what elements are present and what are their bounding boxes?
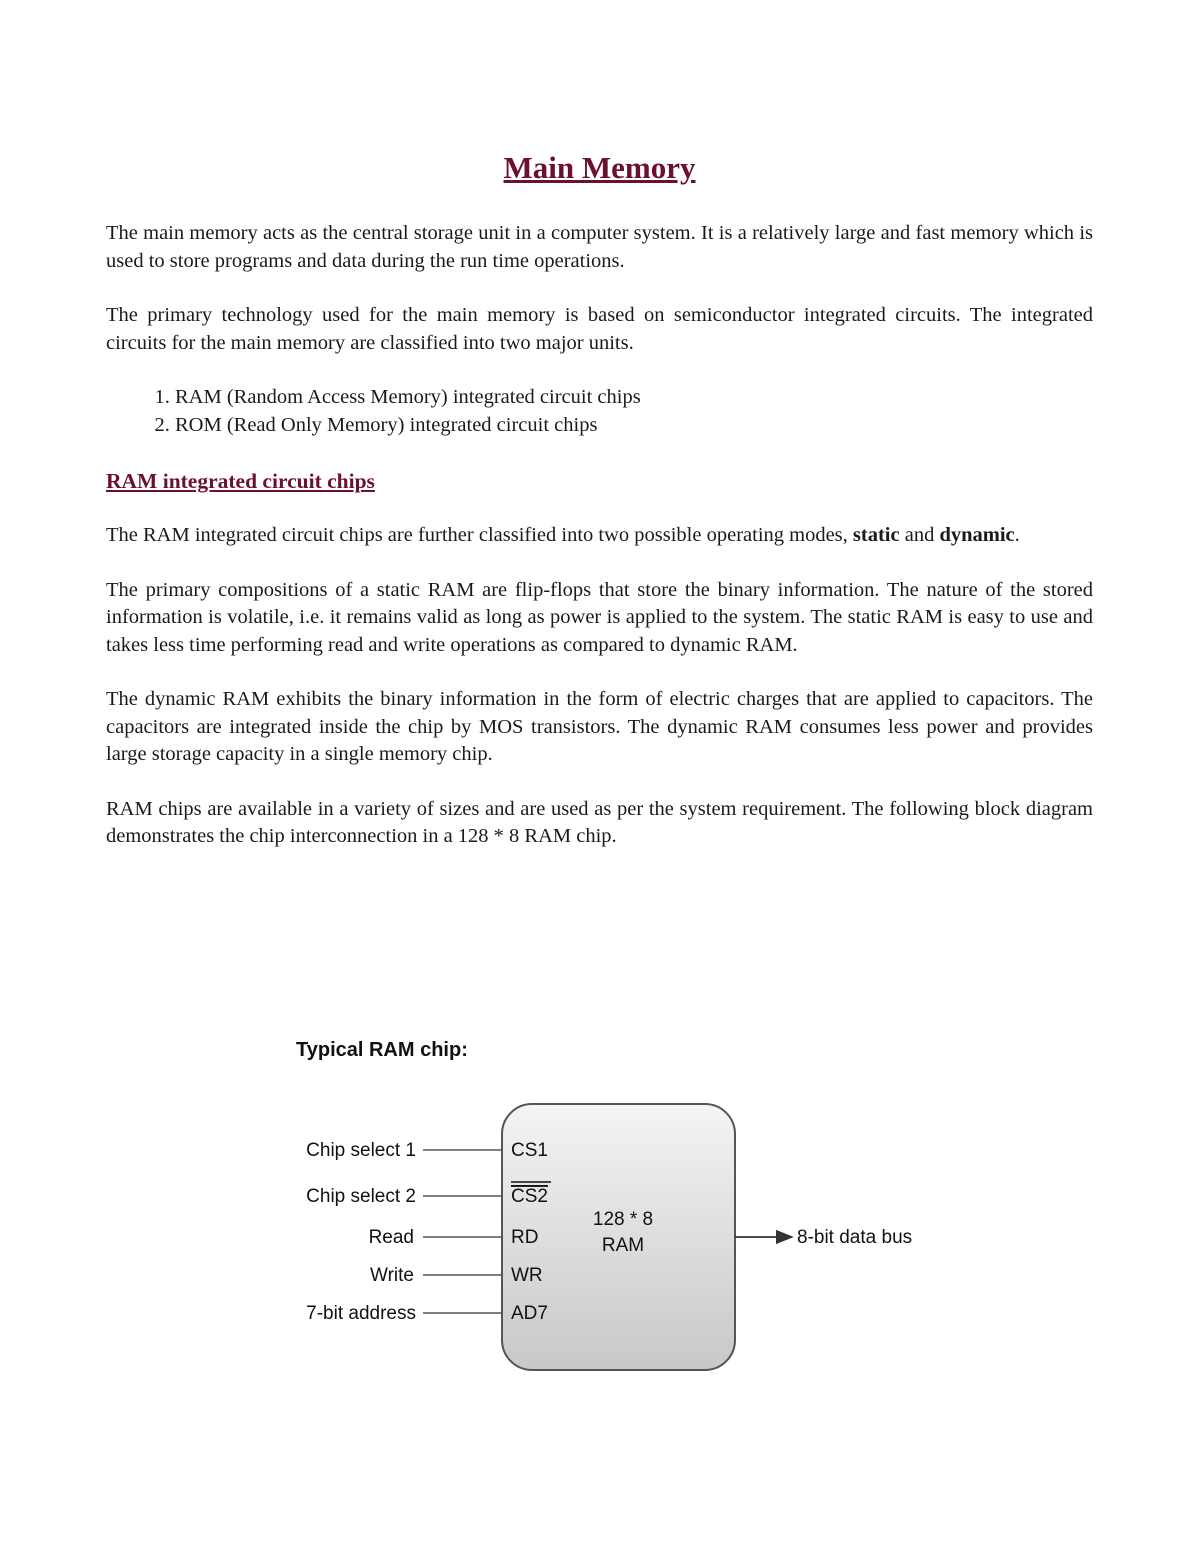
pin-cs1: CS1 (511, 1140, 548, 1161)
list-item: 1. RAM (Random Access Memory) integrated circuit chips (175, 384, 1093, 412)
ram-paragraph-4: RAM chips are available in a variety of sizes and are used as per the system requirement. The following block diagram demonstrates the chip interconnection in a 128 * 8 RAM chip. (106, 797, 1093, 847)
input-label-chip-select-2: Chip select 2 (306, 1186, 416, 1207)
output-label-data-bus: 8-bit data bus (797, 1227, 913, 1248)
ram-paragraph-1 (106, 522, 1093, 550)
intro-paragraph-2: The primary technology used for the main memory is based on semiconductor integrated circuits. The integrated circuits for the main memory are classified into two major units. (106, 304, 1093, 354)
memory-units-list (106, 384, 1093, 439)
input-label-address: 7-bit address (306, 1303, 416, 1324)
input-label-write: Write (370, 1265, 414, 1286)
ram-paragraph-3: The dynamic RAM exhibits the binary information in the form of electric charges that are applied to capacitors. The capacitors are integrated inside the chip by MOS transistors. The dynamic RAM consumes less power and provides large storage capacity in a single memory chip. (106, 688, 1093, 765)
intro-paragraph-1: The main memory acts as the central storage unit in a computer system. It is a relatively large and fast memory which is used to store programs and data during the run time operations. (106, 222, 1093, 272)
pin-cs2: CS2 (511, 1186, 548, 1207)
ram-paragraph-2: The primary compositions of a static RAM are flip-flops that store the binary information. The nature of the stored information is volatile, i.e. it remains valid as long as power is applied to the system. The static RAM is easy to use and takes less time performing read and write operations as compared to dynamic RAM. (106, 578, 1093, 656)
ram-p1-text: The RAM integrated circuit chips are further classified into two possible operating modes, (106, 524, 853, 546)
ram-section-heading: RAM integrated circuit chips (106, 469, 375, 493)
ram-p1-end: . (1014, 524, 1020, 546)
static-term: static (852, 524, 900, 546)
diagram-heading: Typical RAM chip: (296, 1039, 468, 1061)
dynamic-term: dynamic (939, 524, 1015, 546)
input-label-read: Read (368, 1227, 414, 1248)
ram-chip-diagram (280, 1030, 960, 1390)
pin-rd: RD (511, 1227, 539, 1248)
pin-wr: WR (511, 1265, 543, 1286)
ram-p1-and: and (899, 524, 940, 546)
document-page (106, 148, 1093, 878)
chip-type-label: RAM (601, 1235, 645, 1256)
chip-size-label: 128 * 8 (592, 1209, 654, 1230)
input-label-chip-select-1: Chip select 1 (306, 1140, 416, 1161)
page-title: Main Memory (503, 150, 696, 185)
pin-ad7: AD7 (511, 1303, 548, 1324)
list-item: 2. ROM (Read Only Memory) integrated circuit chips (175, 412, 1093, 440)
